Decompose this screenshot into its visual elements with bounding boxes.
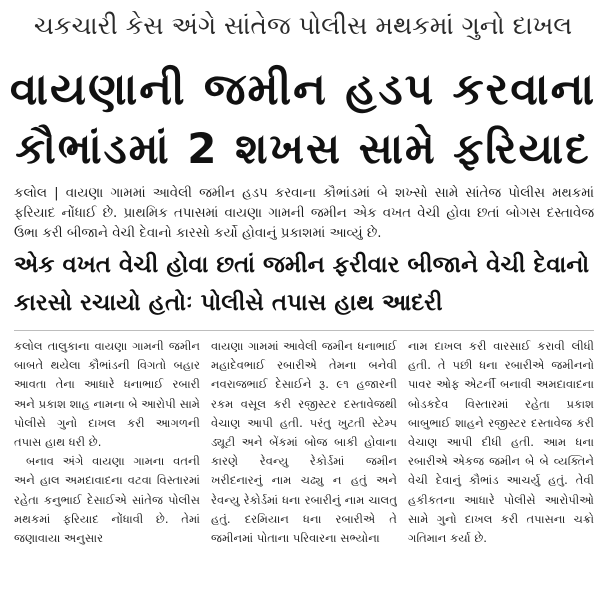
article-kicker: ચકચારી કેસ અંગે સાંતેજ પોલીસ મથકમાં ગુનો દાખલ <box>33 11 573 40</box>
body-column-1 <box>14 337 200 582</box>
body-paragraph: વાયણા ગામમાં આવેલી જમીન ધનાભાઈ મહાદેવભાઈ રબારીએ તેમના બનેવી નવરાજભાઈ દેસાઈને રૂ. ૯૧ હજારની રકમ વસૂલ કરી રજીસ્ટર દસ્તાવેજથી વેચાણ આપી હતી. પરંતુ ખુટતી સ્ટેમ્પ ડ્યૂટી અને બેંકમાં બોજ બાકી હોવાના કારણે રેવન્યુ રેકોર્ડમાં જમીન ખરીદનારનું નામ ચઢ્યુ ન હતું અને રેવન્યુ રેકોર્ડમાં ધના રબારીનું નામ ચાલતુ હતું. દરમિયાન ધના રબારીએ તે જમીનમાં પોતાના પરિવારના સભ્યોના <box>211 339 397 546</box>
article-subhead: એક વખત વેચી હોવા છતાં જમીન ફરીવાર બીજાને વેચી દેવાનો કારસો રચાયો હતોઃ પોલીસે તપાસ હાથ આદરી <box>14 252 590 316</box>
body-paragraph: કલોલ તાલુકાના વાયણા ગામની જમીન બાબતે થયેલા કૌભાંડની વિગતો બહાર આવતા તેના આધારે ધનાભાઈ રબારી અને પ્રકાશ શાહ નામના બે આરોપી સામે પોલીસે ગુનો દાખલ કરી આગળની તપાસ હાથ ધરી છે. <box>14 339 200 450</box>
article-intro: કલોલ | વાયણા ગામમાં આવેલી જમીન હડપ કરવાના કૌભાંડમાં બે શખ્સો સામે સાંતેજ પોલીસ મથકમાં ફરિયાદ નોંધાઈ છે. પ્રાથમિક તપાસમાં વાયણા ગામની જમીન એક વખત વેચી હોવા છતાં બોગસ દસ્તાવેજ ઉભા કરી બીજાને વેચી દેવાનો કારસો કર્યો હોવાનું પ્રકાશમાં આવ્યું છે. <box>14 186 594 241</box>
body-column-2 <box>211 337 397 582</box>
body-paragraph: નામ દાખલ કરી વારસાઈ કરાવી લીધી હતી. તે પછી ધના રબારીએ જમીનનો પાવર ઓફ એટર્ની બનાવી અમદાવાદના બોડકદેવ વિસ્તારમાં રહેતા પ્રકાશ બાબુભાઈ શાહને રજીસ્ટર દસ્તાવેજ કરી વેચાણ આપી દીધી હતી. આમ ધના રબારીએ એકજ જમીન બે બે વ્યક્તિને વેચી દેવાનું કૌભાંડ આચર્યુ હતું. તેવી હકીકતના આધારે પોલીસે આરોપીઓ સામે ગુનો દાખલ કરી તપાસના ચક્રો ગતિમાન કર્યા છે. <box>408 339 594 546</box>
body-column-3 <box>408 337 594 582</box>
headline-line-2: કૌભાંડમાં 2 શખસ સામે ફરિયાદ <box>15 124 591 173</box>
divider <box>14 330 594 331</box>
headline-line-1: વાયણાની જમીન હડપ કરવાના <box>9 64 597 115</box>
body-paragraph: બનાવ અંગે વાયણા ગામના વતની અને હાલ અમદાવાદના વટવા વિસ્તારમાં રહેતા કનુભાઈ દેસાઈએ સાંતેજ પોલીસ મથકમાં ફરિયાદ નોંધાવી છે. તેમાં જણાવાયા અનુસાર <box>14 454 200 546</box>
